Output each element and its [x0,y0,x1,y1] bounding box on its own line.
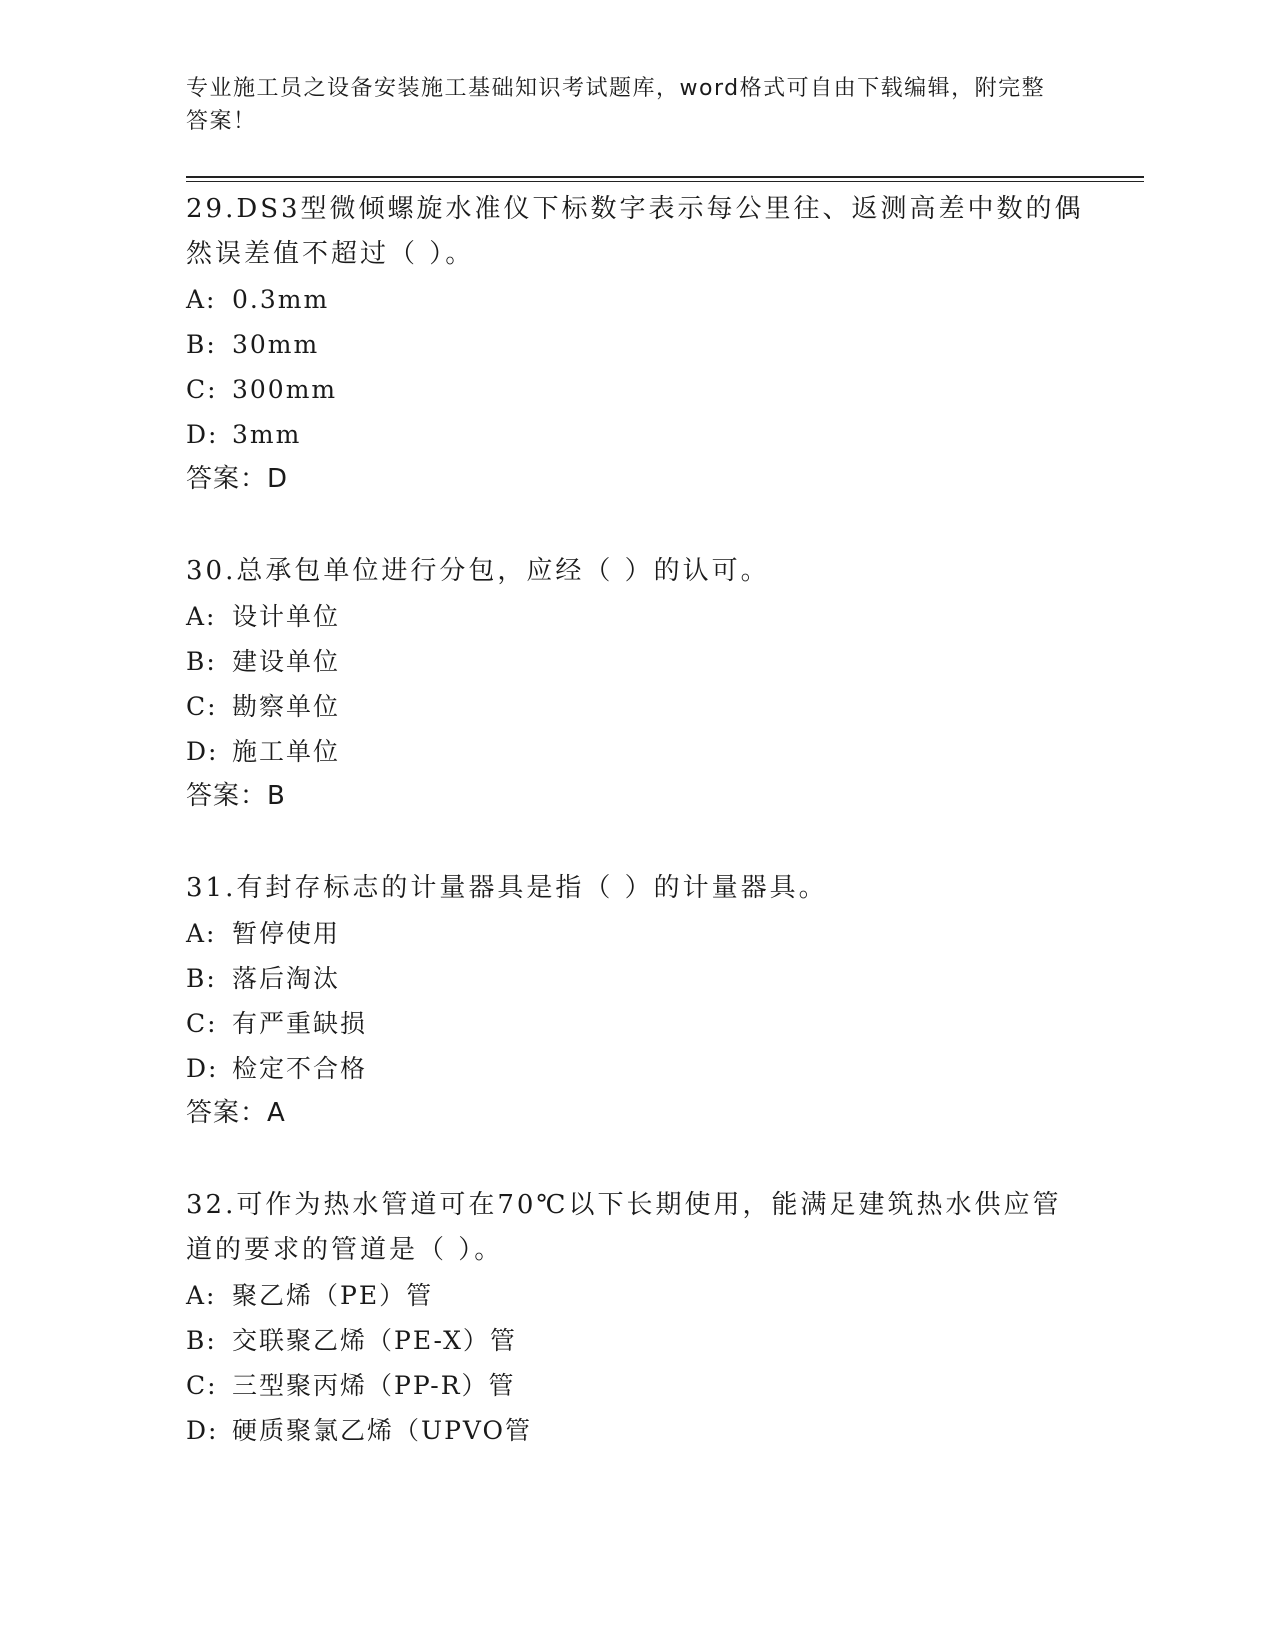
question-32 [186,1183,1086,1453]
option-text: 3mm [232,420,302,449]
option-text: 硬质聚氯乙烯（UPVO管 [232,1416,533,1445]
option-c [186,684,1086,729]
option-d [186,1046,1086,1091]
option-letter: C: [186,1371,218,1400]
option-letter: C: [186,692,218,721]
document-header: 专业施工员之设备安装施工基础知识考试题库，word格式可自由下载编辑，附完整答案！ [186,76,1046,134]
option-text: 暂停使用 [232,919,341,948]
option-letter: B: [186,1326,217,1355]
question-30 [186,549,1086,819]
option-d [186,729,1086,774]
option-letter: B: [186,647,217,676]
question-stem: 31.有封存标志的计量器具是指（ ）的计量器具。 [186,873,828,903]
option-text: 交联聚乙烯（PE-X）管 [232,1326,517,1355]
option-letter: D: [186,1416,219,1445]
question-29 [186,187,1086,502]
option-a [186,594,1086,639]
option-a [186,277,1086,322]
option-a [186,911,1086,956]
option-text: 施工单位 [232,737,341,766]
option-text: 30mm [232,330,320,359]
question-stem: 29.DS3型微倾螺旋水准仪下标数字表示每公里往、返测高差中数的偶然误差值不超过（ ）。 [186,194,1084,269]
option-letter: A: [186,1281,217,1310]
option-text: 建设单位 [232,647,341,676]
option-text: 三型聚丙烯（PP-R）管 [232,1371,516,1400]
option-b [186,639,1086,684]
option-letter: A: [186,285,217,314]
option-text: 落后淘汰 [232,964,341,993]
question-31 [186,866,1086,1136]
option-letter: A: [186,602,217,631]
option-c [186,1363,1086,1408]
option-b [186,956,1086,1001]
option-text: 0.3mm [232,285,330,314]
answer-line: 答案：B [186,781,286,811]
option-letter: B: [186,964,217,993]
option-b [186,1318,1086,1363]
option-b [186,322,1086,367]
answer-line: 答案：D [186,464,289,494]
option-c [186,367,1086,412]
option-letter: D: [186,737,219,766]
answer-line: 答案：A [186,1098,286,1128]
option-letter: D: [186,1054,219,1083]
header-divider-bottom [186,181,1144,182]
option-text: 聚乙烯（PE）管 [232,1281,434,1310]
option-text: 设计单位 [232,602,341,631]
option-d [186,1408,1086,1453]
option-letter: C: [186,1009,218,1038]
option-letter: B: [186,330,217,359]
header-divider-top [186,176,1144,178]
option-letter: A: [186,919,217,948]
question-stem: 30.总承包单位进行分包，应经（ ）的认可。 [186,556,770,586]
option-a [186,1273,1086,1318]
option-c [186,1001,1086,1046]
question-stem: 32.可作为热水管道可在70℃以下长期使用，能满足建筑热水供应管道的要求的管道是（ ）。 [186,1190,1062,1265]
option-text: 勘察单位 [232,692,341,721]
option-text: 有严重缺损 [232,1009,368,1038]
option-letter: C: [186,375,218,404]
option-text: 300mm [232,375,338,404]
option-letter: D: [186,420,219,449]
option-d [186,412,1086,457]
option-text: 检定不合格 [232,1054,368,1083]
